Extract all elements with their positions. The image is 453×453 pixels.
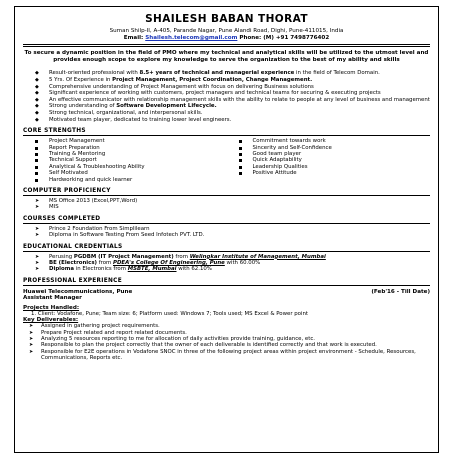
course-item: ➤ Prince 2 Foundation From Simplilearn (23, 226, 430, 232)
contact-line (23, 35, 430, 41)
degree: BE (Electronics) (49, 260, 98, 267)
core-strengths-section (23, 128, 430, 183)
core-strength-item: Commitment towards work (227, 138, 431, 144)
experience-section (23, 278, 430, 362)
section-title: EDUCATIONAL CREDENTIALS (23, 244, 430, 252)
divider (23, 44, 430, 45)
summary-item: ◆ Significant experience of working with customers, project managers and technical teams for securing & executing projects (23, 90, 430, 97)
education-item: ➤ BE (Electronics) from PDEA's College Of Engineering, Pune with 60.00% (23, 260, 430, 266)
core-strength-item: Leadership Qualities (227, 164, 431, 170)
computer-list (23, 198, 430, 211)
summary-highlight: 8.5+ years of technical and managerial experience (139, 70, 295, 77)
email-label: Email: (123, 35, 144, 41)
deliverable-item: ➤ Assigned in gathering project requirements. (23, 323, 430, 329)
institution: MSBTE, Mumbai (127, 266, 177, 273)
core-strength-item: Self Motivated (23, 170, 227, 176)
core-strengths-left (23, 138, 227, 183)
education-section (23, 244, 430, 273)
summary-item: ◆ 5 Yrs. Of Experience in Project Management, Project Coordination, Change Management. (23, 77, 430, 84)
summary-item: ◆ Result-oriented professional with 8.5+ years of technical and managerial experience in the field of Telecom Domain. (23, 70, 430, 77)
divider (23, 46, 430, 47)
section-title: CORE STRENGTHS (23, 128, 430, 136)
education-item: ➤ Diploma in Electronics from MSBTE, Mumbai with 62.10% (23, 266, 430, 272)
email-link[interactable]: Shailesh.telecom@gmail.com (145, 35, 238, 41)
deliverable-item: ➤ Analyzing 5 resources reporting to me for allocation of daily activities provide training, guidance, etc. (23, 336, 430, 342)
education-list (23, 254, 430, 273)
deliverables-label: Key Deliverables: (23, 317, 79, 324)
computer-item: ➤ MIS (23, 204, 430, 210)
deliverables-list (23, 323, 430, 361)
candidate-name: SHAILESH BABAN THORAT (145, 13, 308, 25)
section-title: PROFESSIONAL EXPERIENCE (23, 278, 430, 286)
core-strength-item: Technical Support (23, 157, 227, 163)
core-strength-item: Report Preparation (23, 145, 227, 151)
summary-item: ◆ Comprehensive understanding of Project Management with focus on delivering Business solutions (23, 84, 430, 91)
summary-item: ◆ Strong technical, organizational, and interpersonal skills. (23, 110, 430, 117)
computer-section (23, 188, 430, 211)
summary-item: ◆ Motivated team player, dedicated to training lower level engineers. (23, 117, 430, 124)
project-line: 1. Client: Vodafone, Pune; Team size: 6; Platform used: Windows 7; Tools used; MS Excel & Power point (31, 310, 308, 317)
core-strength-item: Sincerity and Self-Confidence (227, 145, 431, 151)
phone: Phone: (M) +91 7498776402 (239, 35, 330, 41)
deliverable-item: ➤ Responsible for E2E operations in Vodafone SNOC in three of the following project areas within project environment - Schedule, Resources, Communications, Reports etc. (23, 349, 430, 362)
deliverable-item: ➤ Responsible to plan the project correctly that the owner of each deliverable is identified correctly and that work is executed. (23, 342, 430, 348)
section-title: COURSES COMPLETED (23, 216, 430, 224)
degree: PGDBM (IT Project Management) (73, 253, 174, 260)
objective: To secure a dynamic position in the field of PMO where my technical and analytical skills will be utilized to the utmost level and provides enough scope to explore my knowledge to serve the organization to the best of my ability and skills (24, 50, 429, 64)
core-strength-item: Training & Mentoring (23, 151, 227, 157)
computer-item: ➤ MS Office 2013 (Excel,PPT,Word) (23, 198, 430, 204)
institution: Welingkar Institute of Management, Mumbai (189, 253, 326, 260)
resume-page (14, 6, 439, 453)
summary-item: ◆ Strong understanding of Software Development Lifecycle. (23, 103, 430, 110)
summary-item: ◆ An effective communicator with relationship management skills with the ability to relate to people at any level of business and management (23, 97, 430, 104)
company: Huawei Telecommunications, Pune (23, 288, 133, 295)
summary-highlight: Project Management, Project Coordination, Change Management. (112, 77, 313, 83)
education-item: ➤ Perusing PGDBM (IT Project Management) from Welingkar Institute of Management, Mumbai (23, 254, 430, 260)
dates: (Feb'16 - Till Date) (371, 288, 430, 295)
section-title: COMPUTER PROFICIENCY (23, 188, 430, 196)
institution: PDEA's College Of Engineering, Pune (113, 260, 225, 267)
address: Suman Shilp-II, A-405, Parande Nagar, Pune Alandi Road, Dighi, Pune-411015, India (109, 28, 344, 34)
core-strength-item: Good team player (227, 151, 431, 157)
degree: Diploma (49, 266, 74, 273)
role: Assistant Manager (23, 294, 82, 301)
core-strength-item: Project Management (23, 138, 227, 144)
summary-highlight: Software Development Lifecycle. (116, 103, 217, 110)
courses-section (23, 216, 430, 239)
summary-list (23, 70, 430, 123)
course-item: ➤ Diploma in Software Testing From Seed Infotech PVT. LTD. (23, 232, 430, 238)
core-strength-item: Positive Attitude (227, 170, 431, 176)
deliverable-item: ➤ Prepare Project related and report related documents. (23, 330, 430, 336)
core-strength-item: Analytical & Troubleshooting Ability (23, 164, 227, 170)
courses-list (23, 226, 430, 239)
projects-label: Projects Handled: (23, 304, 80, 311)
core-strength-item: Hardworking and quick learner (23, 177, 227, 183)
core-strengths-right (227, 138, 431, 183)
core-strength-item: Quick Adaptability (227, 157, 431, 163)
